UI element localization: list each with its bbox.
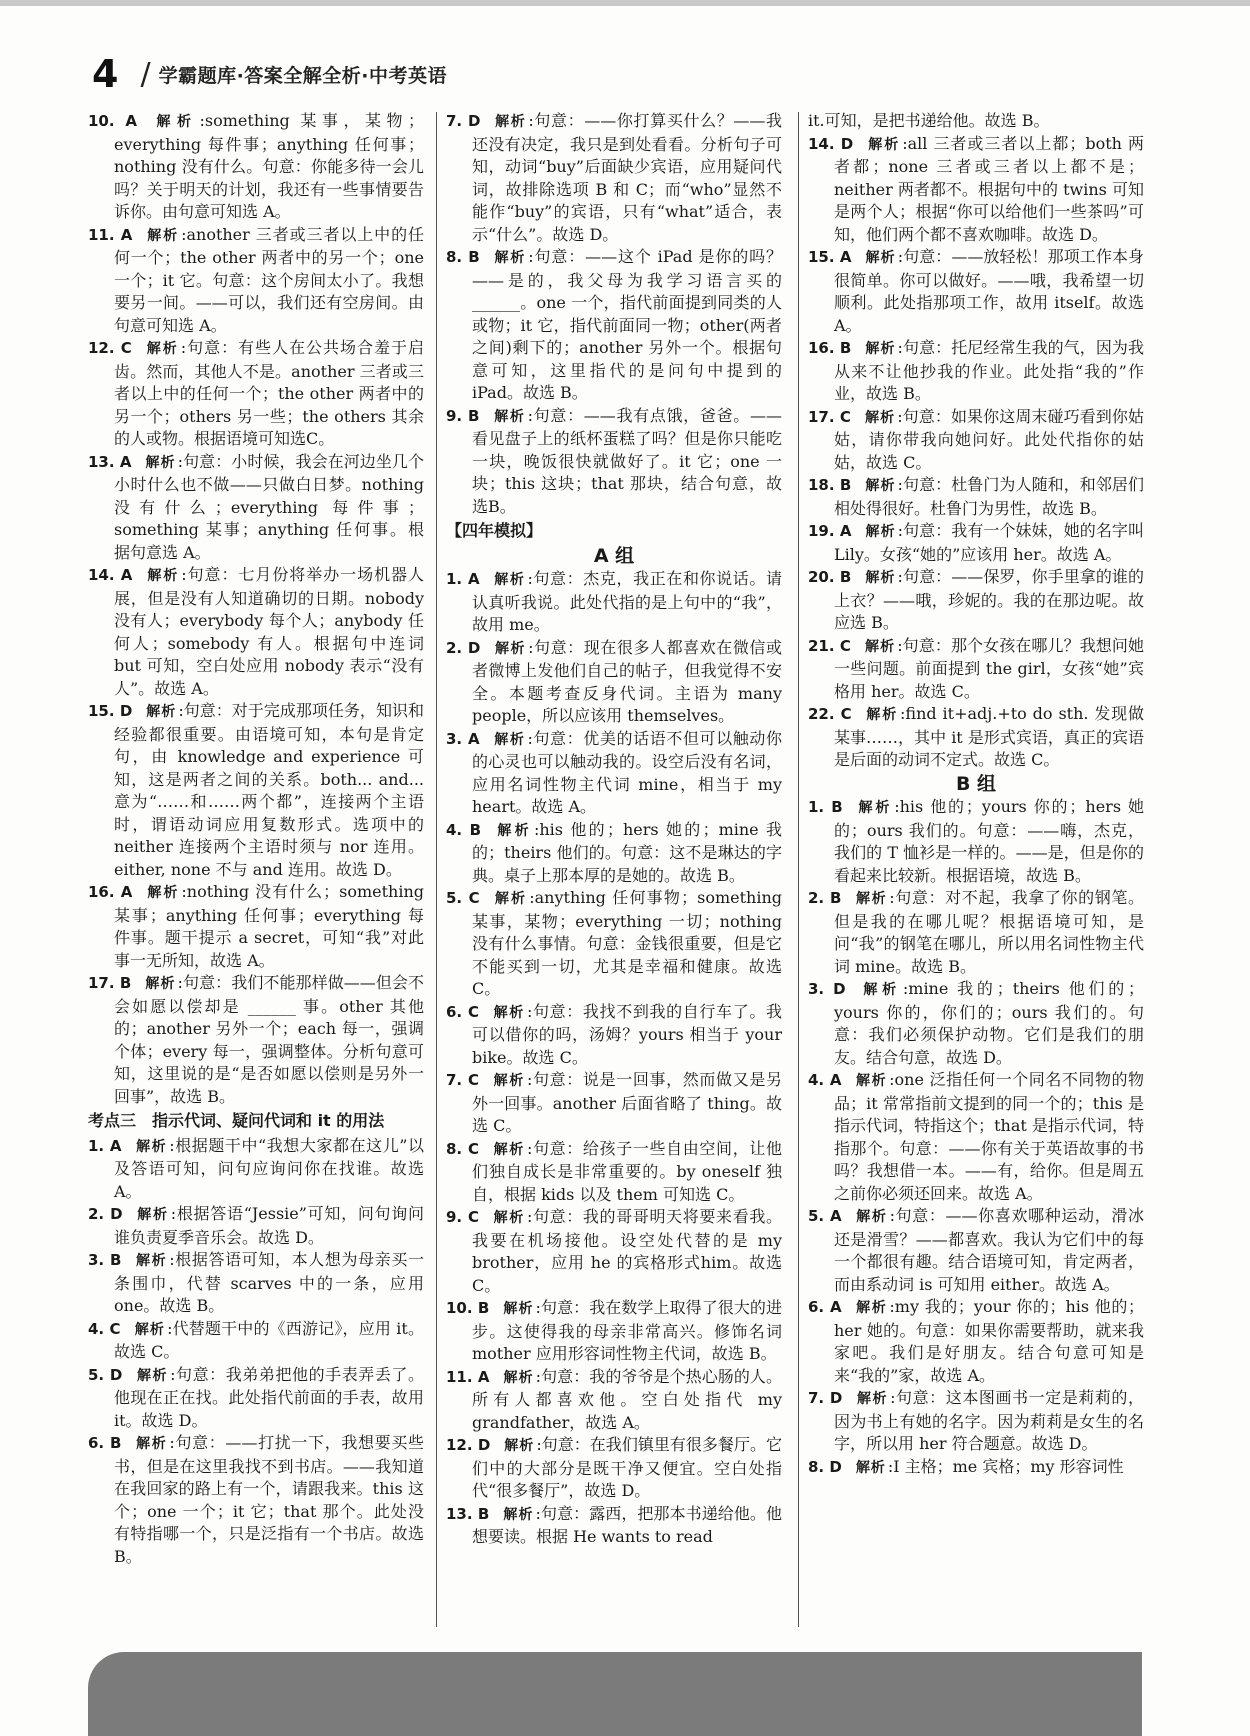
answer-item: 16. B 解析 :句意：托尼经常生我的气，因为我从来不让他抄我的作业。此处指“我的”作业，故选 B。	[808, 338, 1144, 403]
answer-item: 13. B 解析 :句意：露西，把那本书递给他。他想要读。根据 He wants to read	[446, 1503, 782, 1546]
answer-item: 17. C 解析 :句意：如果你这周末碰巧看到你姑姑，请你带我向她问好。此处代指你的姑姑，故选 C。	[808, 406, 1144, 472]
answer-item: 16. A 解析 :nothing 没有什么；something 某事；anything 任何事；everything 每件事。题干提示 a secret，可知“我”对此事一无所知，故选 A。	[88, 882, 425, 970]
answer-item: 14. A 解析 :句意：七月份将举办一场机器人展，但是没有人知道确切的日期。nobody 没有人；everybody 每个人；anybody 任何人；somebody 有人。根据句中连词 but 可知，空白处应用 nobody 表示“没有人”。故选 A。	[88, 565, 424, 698]
answer-item: 18. B 解析 :句意：杜鲁门为人随和，和邻居们相处得很好。杜鲁门为男性，故选 B。	[808, 475, 1144, 518]
group-heading: A 组	[593, 544, 635, 567]
answer-item: 3. D 解析 :mine 我的；theirs 他们的；yours 你的，你们的；ours 我们的。句意：我们必须保护动物。它们是我们的朋友。结合句意，故选 D。	[808, 979, 1145, 1067]
answer-item: 9. B 解析 :句意：——我有点饿，爸爸。——看见盘子上的纸杯蛋糕了吗？但是你只能吃一块，晚饭很快就做好了。it 它；one 一块；this 这块；that 那块，结合句意，故选B。	[446, 405, 783, 516]
answer-item: 3. A 解析 :句意：优美的话语不但可以触动你的心灵也可以触动我的。设空后没有名词，应用名词性物主代词 mine，相当于 my heart。故选 A。	[446, 728, 783, 816]
column-2	[446, 110, 782, 1549]
answer-item: 12. C 解析 :句意：有些人在公共场合羞于启齿。然而，其他人不是。another 三者或三者以上中的任何一个；the other 两者中的另一个；others 另一些；the others 其余的人或物。根据语境可知选C。	[88, 338, 424, 448]
page-header	[92, 52, 447, 96]
column-divider	[436, 112, 437, 1627]
answer-item: 15. A 解析 :句意：——放轻松！那项工作本身很简单。你可以做好。——哦，我希望一切顺利。此处指那项工作，故用 itself。故选 A。	[808, 247, 1145, 335]
answer-item: 6. B 解析 :句意：——打扰一下，我想要买些书，但是在这里我找不到书店。——我知道在我回家的路上有一个，请跟我来。this 这个；one 一个；it 它；that 那个。此处没有特指哪一个，只是泛指有一个书店。故选 B。	[88, 1433, 424, 1566]
answer-item: 2. B 解析 :句意：对不起，我拿了你的钢笔。但是我的在哪儿呢？根据语境可知，是问“我”的钢笔在哪儿，所以用名词性物主代词 mine。故选 B。	[808, 888, 1145, 976]
answer-item: 4. B 解析 :his 他的；hers 她的；mine 我的；theirs 他们的。句意：这不是琳达的字典。桌子上那本厚的是她的。故选 B。	[446, 819, 783, 885]
answer-item: 12. D 解析 :句意：在我们镇里有很多餐厅。它们中的大部分是既干净又便宜。空白处指代“很多餐厅”，故选 D。	[446, 1435, 782, 1500]
page-number: 4	[92, 52, 119, 96]
answer-item: 7. D 解析 :句意：这本图画书一定是莉莉的，因为书上有她的名字。因为莉莉是女生的名字，所以用 her 符合题意。故选 D。	[808, 1388, 1144, 1453]
column-3	[808, 110, 1144, 1479]
column-1	[88, 110, 424, 1568]
continued-text: it.可知，是把书递给他。故选 B。	[808, 111, 1050, 130]
section-heading: 【四年模拟】	[446, 521, 543, 540]
answer-item: 19. A 解析 :句意：我有一个妹妹，她的名字叫 Lily。女孩“她的”应该用 her。故选 A。	[808, 521, 1144, 564]
answer-item: 2. D 解析 :句意：现在很多人都喜欢在微信或者微博上发他们自己的帖子，但我觉得不安全。本题考查反身代词。主语为 many people，所以应该用 themselves。	[446, 637, 782, 725]
answer-item: 2. D 解析 :根据答语“Jessie”可知，问句询问谁负责夏季音乐会。故选 D。	[88, 1204, 424, 1247]
answer-item: 8. D 解析 :I 主格；me 宾格；my 形容词性	[808, 1456, 1124, 1476]
header-slash: /	[140, 56, 151, 92]
answer-item: 3. B 解析 :根据答语可知，本人想为母亲买一条围巾，代替 scarves 中的一条，应用 one。故选 B。	[88, 1250, 425, 1315]
answer-item: 10. B 解析 :句意：我在数学上取得了很大的进步。这使得我的母亲非常高兴。修饰名词 mother 应用形容词性物主代词，故选 B。	[446, 1298, 782, 1363]
answer-item: 10. A 解析 :something 某事，某物；everything 每件事；anything 任何事；nothing 没有什么。句意：你能多待一会儿吗？关于明天的计划，我还有一些事情要告诉你。由句意可知选 A。	[88, 111, 425, 221]
answer-item: 5. A 解析 :句意：——你喜欢哪种运动，滑冰还是滑雪？——都喜欢。我认为它们中的每一个都很有趣。结合语境可知，肯定两者，而由系动词 is 可知用 either。故选 A。	[808, 1206, 1144, 1294]
answer-item: 6. A 解析 :my 我的；your 你的；his 他的；her 她的。句意：如果你需要帮助，就来我家吧。我们是好朋友。结合句意可知是来“我的”家，故选 A。	[808, 1297, 1144, 1385]
answer-item: 11. A 解析 :句意：我的爷爷是个热心肠的人。所有人都喜欢他。空白处指代 my grandfather，故选 A。	[446, 1366, 782, 1432]
answer-item: 8. C 解析 :句意：给孩子一些自由空间，让他们独自成长是非常重要的。by oneself 独自，根据 kids 以及 them 可知选 C。	[446, 1138, 782, 1204]
answer-item: 1. B 解析 :his 他的；yours 你的；hers 她的；ours 我们的。句意：——嗨，杰克，我们的 T 恤衫是一样的。——是，但是你的看起来比较新。根据语境，故选 B。	[808, 797, 1144, 885]
answer-item: 7. C 解析 :句意：说是一回事，然而做又是另外一回事。another 后面省略了 thing。故选 C。	[446, 1070, 782, 1135]
answer-item: 4. A 解析 :one 泛指任何一个同名不同物的物品；it 常常指前文提到的同一个的；this 是指示代词，特指这个；that 是指示代词，特指那个。句意：——你有关于英语故事的书吗？我想借一本。——有，给你。但是周五之前你必须还回来。故选 A。	[808, 1070, 1145, 1203]
answer-item: 14. D 解析 :all 三者或三者以上都；both 两者都；none 三者或三者以上都不是；neither 两者都不。根据句中的 twins 可知是两个人；根据“你可以给他们一些茶吗”可知，他们两个都不喜欢咖啡。故选 D。	[808, 133, 1145, 244]
answer-item: 4. C 解析 :代替题干中的《西游记》，应用 it。故选 C。	[88, 1318, 424, 1361]
answer-item: 6. C 解析 :句意：我找不到我的自行车了。我可以借你的吗，汤姆？yours 相当于 your bike。故选 C。	[446, 1001, 782, 1067]
answer-item: 5. D 解析 :句意：我弟弟把他的手表弄丢了。他现在正在找。此处指代前面的手表，故用 it。故选 D。	[88, 1364, 424, 1430]
book-title: 学霸题库·答案全解全析·中考英语	[158, 64, 447, 87]
group-heading: B 组	[955, 772, 997, 795]
answer-item: 13. A 解析 :句意：小时候，我会在河边坐几个小时什么也不做——只做白日梦。nothing 没有什么；everything 每件事；something 某事；anything 任何事。根据句意选 A。	[88, 451, 424, 562]
answer-item: 21. C 解析 :句意：那个女孩在哪儿？我想问她一些问题。前面提到 the girl，女孩“她”宾格用 her。故选 C。	[808, 635, 1144, 701]
answer-item: 15. D 解析 :句意：对于完成那项任务，知识和经验都很重要。由语境可知，本句是肯定句，由 knowledge and experience 可知，这是两者之间的关系。both... and...意为“……和……两个都”，连接两个主语时，谓语动词应用复数形式。选项中的 neither 连接两个主语时须与 nor 连用。either, none 不与 and 连用。故选 D。	[88, 701, 424, 879]
top-rule	[0, 0, 1250, 6]
answer-item: 17. B 解析 :句意：我们不能那样做——但会不会如愿以偿却是 ______ 事。other 其他的；another 另外一个；each 每一，强调个体；every 每一，强调整体。分析句意可知，这里说的是“是否如愿以偿则是另外一回事”，故选 B。	[88, 973, 424, 1106]
answer-item: 20. B 解析 :句意：——保罗，你手里拿的谁的上衣？——哦，珍妮的。我的在那边呢。故应选 B。	[808, 567, 1144, 632]
column-divider	[798, 112, 799, 1627]
answer-item: 22. C 解析 :find it+adj.+to do sth. 发现做某事……，其中 it 是形式宾语，真正的宾语是后面的动词不定式。故选 C。	[808, 704, 1144, 769]
answer-item: 1. A 解析 :句意：杰克，我正在和你说话。请认真听我说。此处代指的是上句中的“我”，故用 me。	[446, 569, 783, 634]
answer-item: 11. A 解析 :another 三者或三者以上中的任何一个；the other 两者中的另一个；one 一个；it 它。句意：这个房间太小了。我想要另一间。——可以，我们还有空房间。由句意可知选 A。	[88, 224, 425, 335]
footer-band	[88, 1652, 1142, 1736]
answer-item: 7. D 解析 :句意：——你打算买什么？——我还没有决定，我只是到处看看。分析句子可知，动词“buy”后面缺少宾语，应用疑问代词，故排除选项 B 和 C；而“who”显然不能作“buy”的宾语，只有“what”适合，表示“什么”。故选 D。	[446, 111, 782, 244]
answer-item: 9. C 解析 :句意：我的哥哥明天将要来看我。我要在机场接他。设空处代替的是 my brother，应用 he 的宾格形式him。故选 C。	[446, 1207, 782, 1295]
answer-item: 1. A 解析 :根据题干中“我想大家都在这儿”以及答语可知，问句应询问你在找谁。故选 A。	[88, 1135, 424, 1201]
section-heading: 考点三 指示代词、疑问代词和 it 的用法	[88, 1111, 385, 1130]
answer-item: 5. C 解析 :anything 任何事物；something 某事，某物；everything 一切；nothing 没有什么事情。句意：金钱很重要，但是它不能买到一切，尤其是幸福和健康。故选 C。	[446, 888, 782, 998]
answer-item: 8. B 解析 :句意：——这个 iPad 是你的吗？——是的，我父母为我学习语言买的 ______。one 一个，指代前面提到同类的人或物；it 它，指代前面同一物；other(两者之间)剩下的；another 另外一个。根据句意可知，这里指代的是问句中提到的 iPad。故选 B。	[446, 247, 782, 402]
